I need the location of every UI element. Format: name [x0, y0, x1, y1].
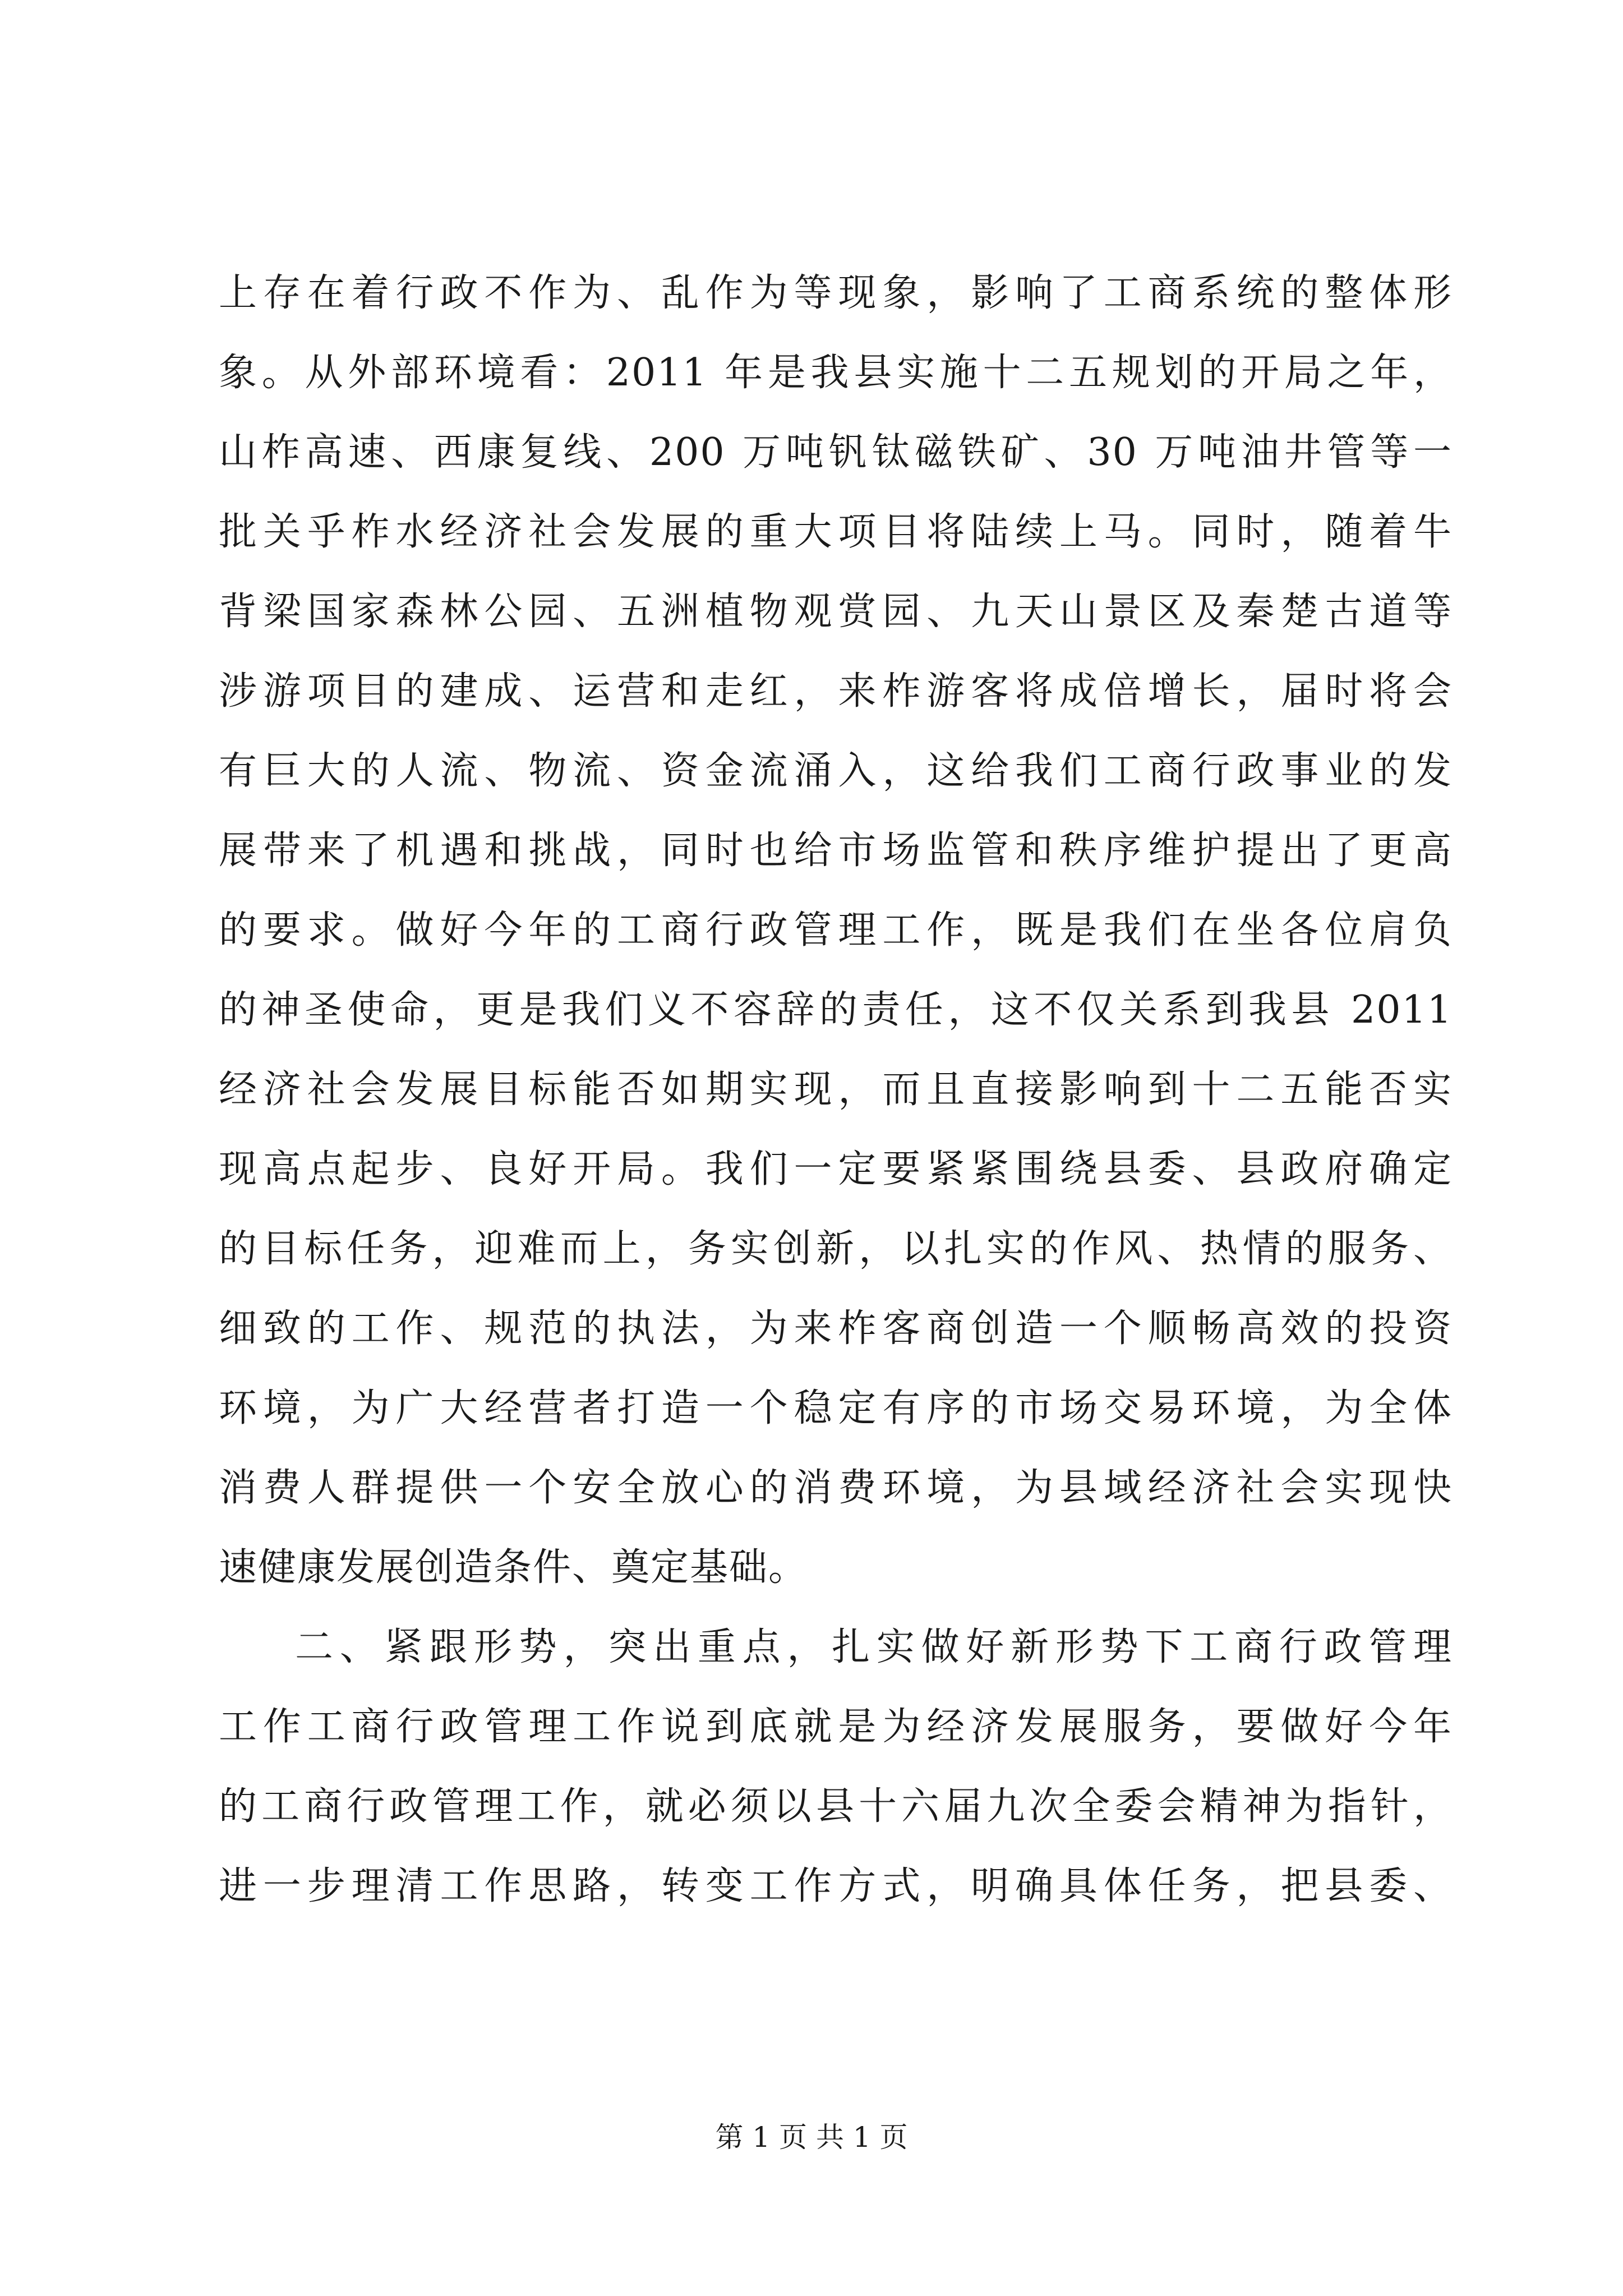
- text-line: 细致的工作、规范的执法，为来柞客商创造一个顺畅高效的投资: [219, 1306, 1453, 1351]
- page-number-footer: 第 1 页 共 1 页: [715, 2121, 908, 2154]
- text-line: 背梁国家森林公园、五洲植物观赏园、九天山景区及秦楚古道等: [219, 590, 1453, 634]
- text-line: 有巨大的人流、物流、资金流涌入，这给我们工商行政事业的发: [219, 749, 1453, 793]
- text-line: 批关乎柞水经济社会发展的重大项目将陆续上马。同时，随着牛: [219, 510, 1453, 554]
- text-line: 展带来了机遇和挑战，同时也给市场监管和秩序维护提出了更高: [219, 829, 1453, 873]
- text-line: 环境，为广大经营者打造一个稳定有序的市场交易环境，为全体: [219, 1386, 1453, 1430]
- text-line: 消费人群提供一个安全放心的消费环境，为县域经济社会实现快: [219, 1466, 1453, 1510]
- text-line: 现高点起步、良好开局。我们一定要紧紧围绕县委、县政府确定: [219, 1147, 1453, 1191]
- text-line: 经济社会发展目标能否如期实现，而且直接影响到十二五能否实: [219, 1068, 1453, 1112]
- body-text: [219, 254, 1453, 1926]
- section-heading-line: 二、紧跟形势，突出重点，扎实做好新形势下工商行政管理: [295, 1625, 1453, 1669]
- text-line: 的目标任务，迎难而上，务实创新，以扎实的作风、热情的服务、: [219, 1227, 1453, 1271]
- text-line: 的工商行政管理工作，就必须以县十六届九次全委会精神为指针，: [219, 1784, 1453, 1829]
- text-line: 山柞高速、西康复线、200 万吨钒钛磁铁矿、30 万吨油井管等一: [219, 430, 1453, 475]
- text-line: 进一步理清工作思路，转变工作方式，明确具体任务，把县委、: [219, 1864, 1453, 1908]
- text-line: 的要求。做好今年的工商行政管理工作，既是我们在坐各位肩负: [219, 908, 1453, 953]
- paragraph-end-line: 速健康发展创造条件、奠定基础。: [219, 1545, 808, 1590]
- text-line: 上存在着行政不作为、乱作为等现象，影响了工商系统的整体形: [219, 271, 1453, 315]
- text-line: 象。从外部环境看：2011 年是我县实施十二五规划的开局之年，: [219, 351, 1453, 395]
- text-line: 工作工商行政管理工作说到底就是为经济发展服务，要做好今年: [219, 1705, 1453, 1749]
- text-line: 涉游项目的建成、运营和走红，来柞游客将成倍增长，届时将会: [219, 669, 1453, 714]
- text-line: 的神圣使命，更是我们义不容辞的责任，这不仅关系到我县 2011: [219, 988, 1453, 1032]
